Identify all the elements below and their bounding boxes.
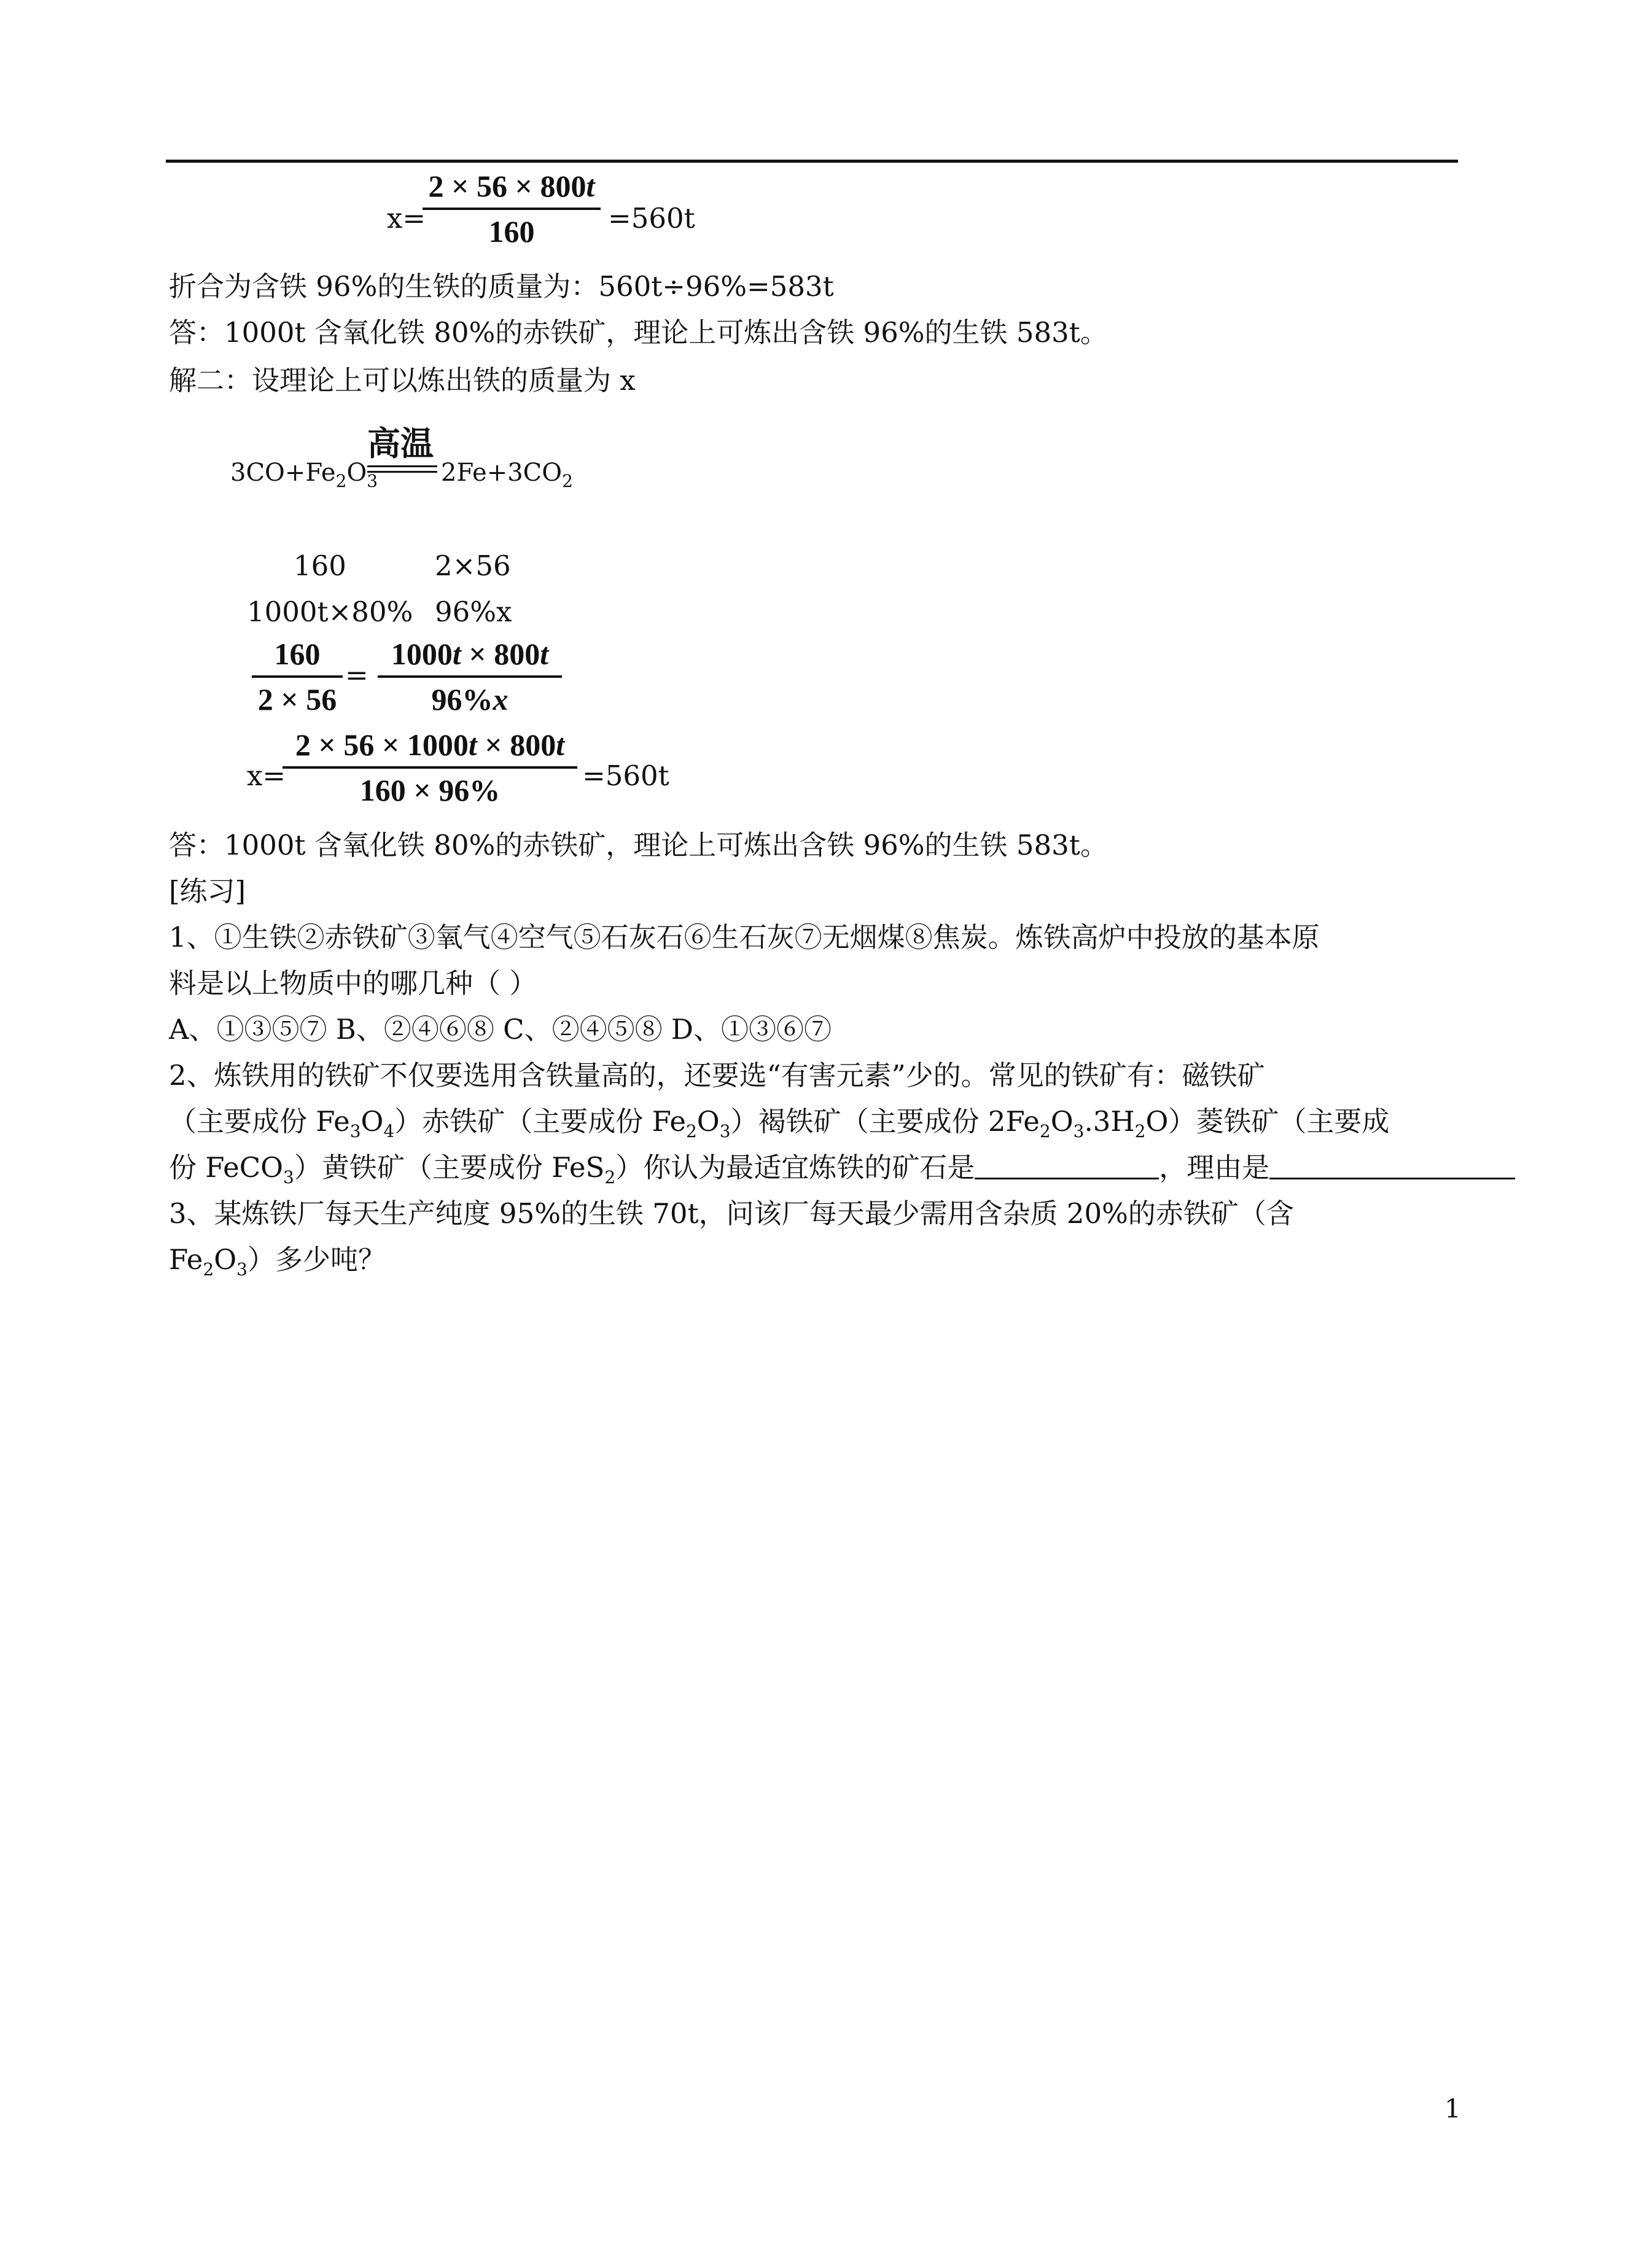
- calc2-numerator: 2 × 56 × 1000t × 800t: [295, 728, 565, 762]
- calc2-fraction: [283, 723, 577, 812]
- header-rule: [166, 160, 1458, 163]
- proportion-left-fraction: [252, 632, 343, 721]
- calc1-denominator: 160: [423, 208, 601, 253]
- q2-line1: 2、炼铁用的铁矿不仅要选用含铁量高的，还要选“有害元素”少的。常见的铁矿有：磁铁矿: [169, 1059, 1265, 1092]
- calc1-rhs: =560t: [608, 202, 695, 235]
- proportion-right-fraction: [378, 632, 562, 721]
- q3-line2: $Fe_2O_3$）多少吨？: [169, 1243, 386, 1280]
- answer-1: 答：1000t 含氧化铁 80%的赤铁矿，理论上可炼出含铁 96%的生铁 583t。: [169, 316, 1108, 349]
- ratio-row2-a: 1000t×80%: [247, 596, 413, 628]
- line-convert: 折合为含铁 96%的生铁的质量为：560t÷96%=583t: [169, 270, 834, 303]
- equation-left: $3CO+Fe_2O_3$: [230, 459, 378, 491]
- proportion-right-denominator: 96%x: [378, 675, 562, 721]
- calc1-lhs: x=: [387, 202, 426, 235]
- proportion-left-numerator: 160: [274, 637, 321, 671]
- proportion-right-numerator: 1000t × 800t: [391, 637, 549, 671]
- calc1-numerator: 2 × 56 × 800t: [428, 169, 595, 203]
- calc2-lhs: x=: [247, 759, 286, 792]
- answer-2: 答：1000t 含氧化铁 80%的赤铁矿，理论上可炼出含铁 96%的生铁 583t。: [169, 829, 1108, 861]
- q3-line1: 3、某炼铁厂每天生产纯度 95%的生铁 70t，问该厂每天最少需用含杂质 20%的赤铁矿（含: [169, 1197, 1294, 1230]
- q1-line2: 料是以上物质中的哪几种（ ）: [169, 967, 537, 1000]
- practice-heading: [练习]: [169, 875, 246, 907]
- answer-blank-reason[interactable]: [1269, 1153, 1515, 1179]
- q1-line1: 1、①生铁②赤铁矿③氧气④空气⑤石灰石⑥生石灰⑦无烟煤⑧焦炭。炼铁高炉中投放的基本原: [169, 921, 1320, 953]
- solution2-intro: 解二：设理论上可以炼出铁的质量为 x: [169, 364, 636, 397]
- calc2-rhs: =560t: [582, 759, 669, 792]
- page-number: 1: [1444, 2094, 1461, 2124]
- proportion-left-denominator: 2 × 56: [252, 675, 343, 721]
- q2-line2: （主要成份 $Fe_3O_4$）赤铁矿（主要成份 $Fe_2O_3$）褐铁矿（主要成份 $2Fe_2O_3.3H_2O$）菱铁矿（主要成: [169, 1105, 1390, 1141]
- ratio-row1-a: 160: [294, 550, 346, 582]
- equation-double-bar: [367, 465, 437, 473]
- equation-right: $2Fe+3CO_2$: [441, 459, 573, 491]
- answer-blank-ore[interactable]: [975, 1153, 1159, 1179]
- ratio-row2-b: 96%x: [435, 596, 512, 628]
- q1-options: A、①③⑤⑦ B、②④⑥⑧ C、②④⑤⑧ D、①③⑥⑦: [169, 1013, 832, 1046]
- q2-line3: 份 FeCO$_3$）黄铁矿（主要成份 FeS$_2$）你认为最适宜炼铁的矿石是 ，理由是: [169, 1149, 1515, 1196]
- ratio-row1-b: 2×56: [435, 550, 511, 582]
- reaction-condition: 高温: [367, 424, 434, 463]
- proportion-equals: =: [345, 659, 368, 691]
- calc2-denominator: 160 × 96%: [283, 766, 577, 812]
- calc1-fraction: [423, 165, 601, 253]
